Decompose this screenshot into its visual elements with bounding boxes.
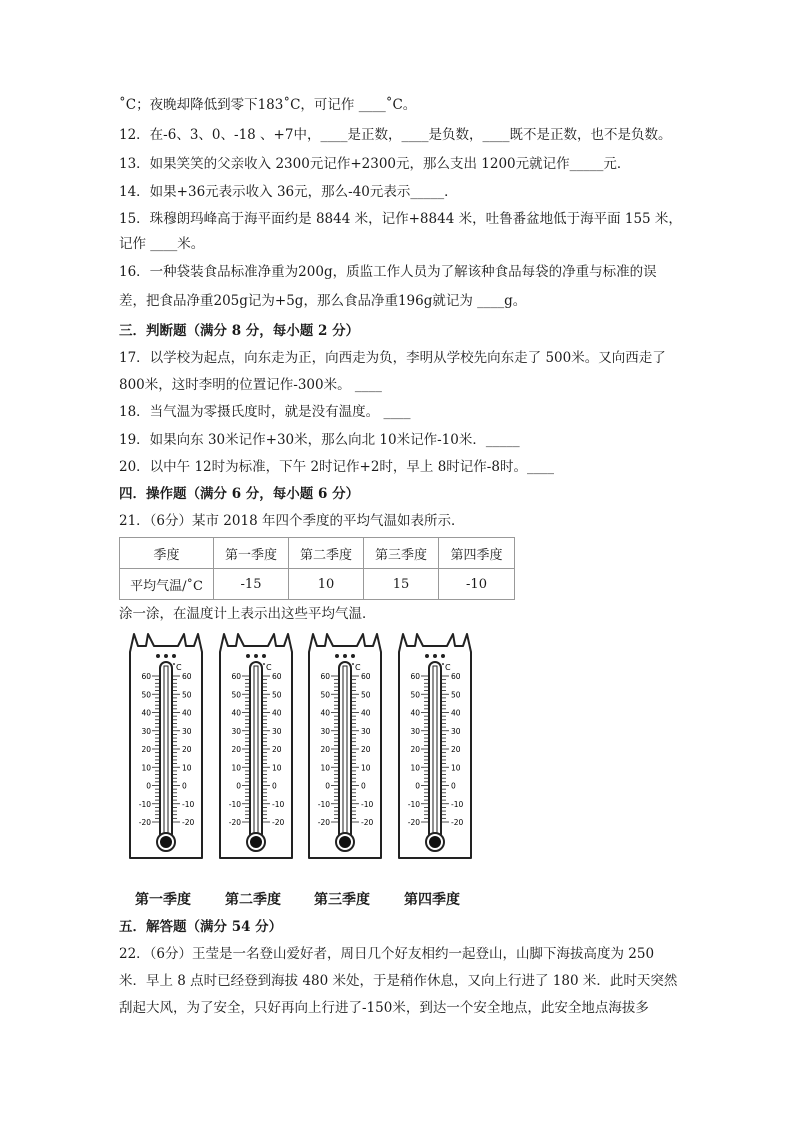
tick-label: 20 — [320, 745, 330, 754]
tick-label: -10 — [228, 799, 241, 809]
q22-line2: 米．早上 8 点时已经登到海拔 480 米处，于是稍作休息，又向上行进了 180 米．此时天突然 — [119, 973, 678, 989]
tick-label: 20 — [451, 745, 461, 754]
eye-icon — [433, 654, 437, 658]
tick-label: 50 — [410, 690, 420, 700]
thermometer-bulb-fill — [429, 836, 441, 848]
thermometer[interactable] — [206, 632, 306, 864]
thermometer-bulb-fill — [339, 836, 351, 848]
table-cell: 10 — [289, 569, 364, 600]
tick-label: 60 — [141, 672, 151, 681]
tick-label: 40 — [141, 708, 151, 718]
tick-label: 30 — [231, 726, 241, 736]
table-header-cell: 第二季度 — [289, 538, 364, 569]
tick-label: -20 — [317, 818, 330, 827]
tick-label: 30 — [361, 726, 371, 736]
tick-label: 40 — [182, 708, 192, 718]
tick-label: 0 — [325, 781, 330, 791]
tick-label: -10 — [138, 799, 151, 809]
tick-label: 40 — [361, 708, 371, 718]
thermometer-capillary — [343, 666, 347, 838]
tick-label: -20 — [272, 818, 285, 827]
tick-label: 30 — [451, 726, 461, 736]
tick-label: 0 — [182, 781, 187, 791]
section-3-heading: 三．判断题（满分 8 分，每小题 2 分） — [119, 323, 360, 339]
q19: 19．如果向东 30米记作+30米，那么向北 10米记作-10米．_____ — [119, 432, 520, 448]
eye-icon — [441, 654, 445, 658]
tick-label: 10 — [272, 763, 282, 773]
tick-label: 10 — [451, 763, 461, 773]
table-header-cell: 季度 — [120, 538, 214, 569]
tick-label: 0 — [146, 781, 151, 791]
thermometer-label: 第四季度 — [404, 892, 460, 908]
thermometer-bulb-fill — [250, 836, 262, 848]
tick-label: 50 — [231, 690, 241, 700]
tick-label: 10 — [361, 763, 371, 773]
tick-label: -10 — [272, 799, 285, 809]
q16-line2: 差，把食品净重205g记为+5g，那么食品净重196g就记为 ____g。 — [119, 293, 527, 309]
unit-label: ˚C — [262, 663, 272, 672]
tick-label: 50 — [451, 690, 461, 700]
q15-line1: 15．珠穆朗玛峰高于海平面约是 8844 米，记作+8844 米，吐鲁番盆地低于海平面 155 米， — [119, 211, 682, 227]
section-4-heading: 四．操作题（满分 6 分，每小题 6 分） — [119, 486, 360, 502]
q22-line1: 22．（6分）王莹是一名登山爱好者，周日几个好友相约一起登山，山脚下海拔高度为 250 — [119, 946, 655, 962]
tick-label: 60 — [231, 672, 241, 681]
table-cell: -10 — [439, 569, 515, 600]
table-header-cell: 第四季度 — [439, 538, 515, 569]
thermometer-capillary — [164, 666, 168, 838]
tick-label: 10 — [231, 763, 241, 773]
q14: 14．如果+36元表示收入 36元，那么-40元表示_____． — [119, 184, 458, 200]
tick-label: 30 — [141, 726, 151, 736]
tick-label: 0 — [451, 781, 456, 791]
thermometer-label: 第一季度 — [135, 892, 191, 908]
eye-icon — [425, 654, 429, 658]
eye-icon — [254, 654, 258, 658]
tick-label: 10 — [141, 763, 151, 773]
tick-label: 20 — [182, 745, 192, 754]
table-row — [120, 569, 515, 600]
thermometer-label: 第三季度 — [314, 892, 370, 908]
table-header-cell: 第三季度 — [364, 538, 439, 569]
tick-label: -10 — [182, 799, 195, 809]
eye-icon — [172, 654, 176, 658]
tick-label: 40 — [320, 708, 330, 718]
tick-label: -20 — [138, 818, 151, 827]
tick-label: -10 — [361, 799, 374, 809]
tick-label: -10 — [317, 799, 330, 809]
thermometer-bulb-fill — [160, 836, 172, 848]
unit-label: ˚C — [441, 663, 451, 672]
tick-label: 50 — [361, 690, 371, 700]
thermometer[interactable] — [295, 632, 395, 864]
q11-continuation: ˚C；夜晚却降低到零下183˚C，可记作 ____˚C。 — [119, 97, 417, 113]
tick-label: 60 — [320, 672, 330, 681]
tick-label: -10 — [407, 799, 420, 809]
eye-icon — [351, 654, 355, 658]
table-header-cell: 第一季度 — [214, 538, 289, 569]
q13: 13．如果笑笑的父亲收入 2300元记作+2300元，那么支出 1200元就记作_____元． — [119, 156, 631, 172]
tick-label: 10 — [182, 763, 192, 773]
q12: 12．在-6、3、0、-18 、+7中，____是正数，____是负数，____既不是正数，也不是负数。 — [119, 127, 672, 143]
section-5-heading: 五．解答题（满分 54 分） — [119, 919, 283, 935]
tick-label: 30 — [272, 726, 282, 736]
tick-label: 0 — [272, 781, 277, 791]
thermometer[interactable] — [116, 632, 216, 864]
tick-label: 0 — [415, 781, 420, 791]
tick-label: 10 — [410, 763, 420, 773]
thermometer-label: 第二季度 — [225, 892, 281, 908]
tick-label: -10 — [451, 799, 464, 809]
eye-icon — [164, 654, 168, 658]
tick-label: 20 — [361, 745, 371, 754]
table-cell: -15 — [214, 569, 289, 600]
q16-line1: 16．一种袋装食品标准净重为200g，质监工作人员为了解该种食品每袋的净重与标准的误 — [119, 264, 657, 280]
tick-label: 50 — [141, 690, 151, 700]
tick-label: 60 — [182, 672, 192, 681]
tick-label: 30 — [182, 726, 192, 736]
temperature-table — [119, 537, 515, 600]
eye-icon — [246, 654, 250, 658]
tick-label: 40 — [410, 708, 420, 718]
tick-label: 10 — [320, 763, 330, 773]
tick-label: 50 — [320, 690, 330, 700]
q21: 21．（6分）某市 2018 年四个季度的平均气温如表所示． — [119, 513, 465, 529]
table-cell: 15 — [364, 569, 439, 600]
q15-line2: 记作 ____米。 — [119, 236, 205, 252]
eye-icon — [156, 654, 160, 658]
tick-label: 60 — [410, 672, 420, 681]
tick-label: 20 — [141, 745, 151, 754]
eye-icon — [262, 654, 266, 658]
thermometer-capillary — [433, 666, 437, 838]
tick-label: 30 — [320, 726, 330, 736]
thermometer-capillary — [254, 666, 258, 838]
q22-line3: 刮起大风，为了安全，只好再向上行进了-150米，到达一个安全地点，此安全地点海拔多 — [119, 1000, 649, 1016]
table-row-label: 平均气温/˚C — [120, 569, 214, 600]
tick-label: 0 — [361, 781, 366, 791]
tick-label: 20 — [272, 745, 282, 754]
tick-label: -20 — [361, 818, 374, 827]
tick-label: 20 — [410, 745, 420, 754]
tick-label: 60 — [451, 672, 461, 681]
tick-label: -20 — [407, 818, 420, 827]
tick-label: 60 — [272, 672, 282, 681]
table-header-row — [120, 538, 515, 569]
q20: 20．以中午 12时为标准，下午 2时记作+2时，早上 8时记作-8时。____ — [119, 459, 554, 475]
q17-line1: 17．以学校为起点，向东走为正，向西走为负，李明从学校先向东走了 500米。又向西走了 — [119, 350, 666, 366]
tick-label: 40 — [231, 708, 241, 718]
q17-line2: 800米，这时李明的位置记作-300米。 ____ — [119, 377, 382, 393]
tick-label: 50 — [272, 690, 282, 700]
eye-icon — [343, 654, 347, 658]
tick-label: 30 — [410, 726, 420, 736]
tick-label: 50 — [182, 690, 192, 700]
thermometer[interactable] — [385, 632, 485, 864]
unit-label: ˚C — [172, 663, 182, 672]
eye-icon — [335, 654, 339, 658]
tick-label: -20 — [451, 818, 464, 827]
tick-label: 60 — [361, 672, 371, 681]
q18: 18．当气温为零摄氏度时，就是没有温度。 ____ — [119, 404, 411, 420]
tick-label: 40 — [451, 708, 461, 718]
tick-label: -20 — [182, 818, 195, 827]
tick-label: -20 — [228, 818, 241, 827]
tick-label: 40 — [272, 708, 282, 718]
unit-label: ˚C — [351, 663, 361, 672]
tick-label: 0 — [236, 781, 241, 791]
tick-label: 20 — [231, 745, 241, 754]
q21-instruction: 涂一涂，在温度计上表示出这些平均气温． — [119, 606, 376, 622]
